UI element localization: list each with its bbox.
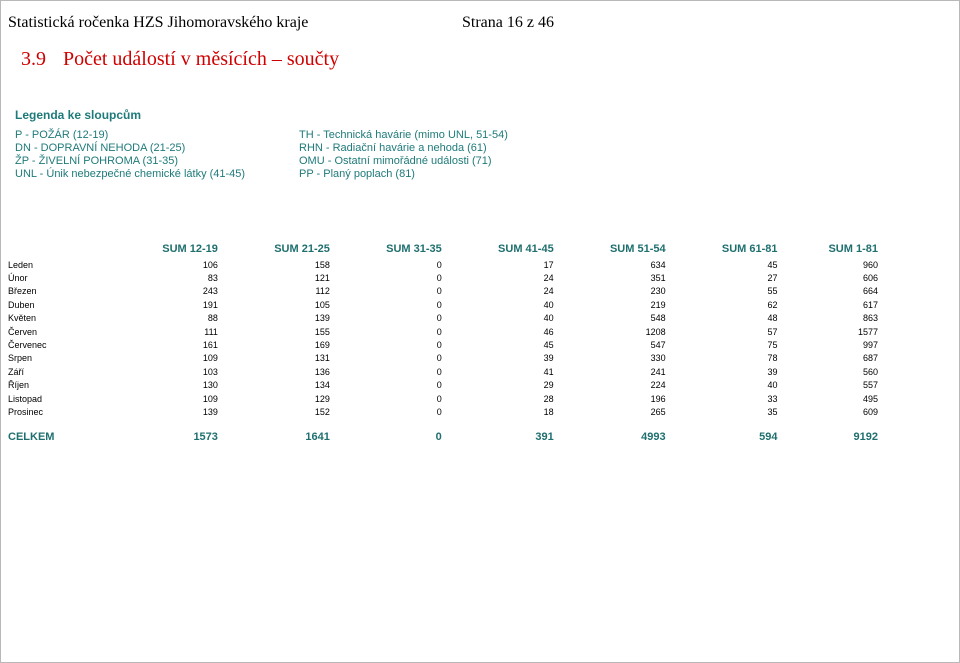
value-cell: 241 <box>650 366 666 377</box>
month-cell: Červenec <box>8 340 47 351</box>
legend-item: RHN - Radiační havárie a nehoda (61) <box>299 142 487 154</box>
value-cell: 1641 <box>305 430 330 443</box>
page-number: Strana 16 z 46 <box>462 14 554 31</box>
table-header-row <box>6 240 882 258</box>
value-cell: 24 <box>543 286 554 297</box>
table-row <box>6 325 882 338</box>
month-cell: Únor <box>8 273 28 284</box>
value-cell: 103 <box>202 366 218 377</box>
value-cell: 40 <box>767 380 778 391</box>
value-cell: 191 <box>202 299 218 310</box>
month-cell: Květen <box>8 313 37 324</box>
value-cell: 1577 <box>857 326 878 337</box>
legend-item: TH - Technická havárie (mimo UNL, 51-54) <box>299 129 508 141</box>
value-cell: 0 <box>436 273 442 284</box>
table-row <box>6 312 882 325</box>
column-header: SUM 31-35 <box>386 243 442 255</box>
month-cell: Listopad <box>8 393 43 404</box>
value-cell: 24 <box>543 273 554 284</box>
value-cell: 0 <box>436 259 442 270</box>
legend-item: OMU - Ostatní mimořádné události (71) <box>299 155 492 167</box>
value-cell: 960 <box>862 259 878 270</box>
legend-item: DN - DOPRAVNÍ NEHODA (21-25) <box>15 142 186 154</box>
value-cell: 112 <box>315 286 330 297</box>
legend-title: Legenda ke sloupcům <box>15 108 142 122</box>
value-cell: 634 <box>650 259 666 270</box>
value-cell: 594 <box>759 430 778 443</box>
value-cell: 131 <box>314 353 330 364</box>
value-cell: 55 <box>767 286 778 297</box>
month-cell: Prosinec <box>8 406 44 417</box>
value-cell: 62 <box>767 299 778 310</box>
value-cell: 121 <box>314 273 330 284</box>
value-cell: 196 <box>650 393 666 404</box>
value-cell: 46 <box>543 326 554 337</box>
value-cell: 152 <box>314 406 330 417</box>
value-cell: 129 <box>314 393 330 404</box>
value-cell: 130 <box>202 380 218 391</box>
legend-item: PP - Planý poplach (81) <box>299 168 415 180</box>
value-cell: 109 <box>202 393 218 404</box>
table-row <box>6 298 882 311</box>
value-cell: 1573 <box>193 430 218 443</box>
value-cell: 0 <box>436 393 442 404</box>
table-row <box>6 365 882 378</box>
legend-item: ŽP - ŽIVELNÍ POHROMA (31-35) <box>15 155 179 167</box>
legend-item: P - POŽÁR (12-19) <box>15 129 109 141</box>
value-cell: 0 <box>436 366 442 377</box>
value-cell: 560 <box>862 366 878 377</box>
value-cell: 161 <box>202 340 218 351</box>
value-cell: 330 <box>650 353 666 364</box>
value-cell: 78 <box>767 353 778 364</box>
value-cell: 105 <box>314 299 330 310</box>
value-cell: 17 <box>543 259 554 270</box>
value-cell: 230 <box>650 286 666 297</box>
table-row <box>6 285 882 298</box>
value-cell: 609 <box>862 406 878 417</box>
value-cell: 0 <box>435 430 442 443</box>
month-cell: Srpen <box>8 353 33 364</box>
value-cell: 40 <box>543 299 554 310</box>
value-cell: 0 <box>436 380 442 391</box>
table-row <box>6 338 882 351</box>
table-row <box>6 405 882 418</box>
column-header: SUM 1-81 <box>828 243 878 255</box>
value-cell: 136 <box>314 366 330 377</box>
month-cell: Říjen <box>8 380 30 391</box>
value-cell: 687 <box>862 353 878 364</box>
value-cell: 9192 <box>853 430 878 443</box>
header-corner <box>6 240 110 258</box>
value-cell: 391 <box>535 430 554 443</box>
value-cell: 243 <box>202 286 218 297</box>
value-cell: 547 <box>650 340 666 351</box>
value-cell: 548 <box>650 313 666 324</box>
value-cell: 88 <box>207 313 218 324</box>
value-cell: 1208 <box>645 326 666 337</box>
events-table <box>6 240 882 449</box>
total-label: CELKEM <box>8 430 55 443</box>
value-cell: 606 <box>862 273 878 284</box>
month-cell: Leden <box>8 259 34 270</box>
value-cell: 139 <box>314 313 330 324</box>
value-cell: 224 <box>650 380 666 391</box>
table-row <box>6 271 882 284</box>
column-header: SUM 12-19 <box>162 243 218 255</box>
value-cell: 33 <box>767 393 778 404</box>
column-header: SUM 21-25 <box>274 243 330 255</box>
value-cell: 0 <box>436 353 442 364</box>
value-cell: 75 <box>767 340 778 351</box>
section-number: 3.9 <box>21 48 46 70</box>
total-row <box>6 419 882 449</box>
value-cell: 106 <box>202 259 218 270</box>
table-row <box>6 379 882 392</box>
legend-left-column <box>15 129 245 181</box>
value-cell: 557 <box>862 380 878 391</box>
value-cell: 169 <box>314 340 330 351</box>
table-row <box>6 392 882 405</box>
value-cell: 41 <box>543 366 554 377</box>
value-cell: 83 <box>207 273 218 284</box>
value-cell: 109 <box>202 353 218 364</box>
value-cell: 35 <box>767 406 778 417</box>
column-header: SUM 41-45 <box>498 243 554 255</box>
value-cell: 45 <box>767 259 778 270</box>
value-cell: 863 <box>862 313 878 324</box>
section-title-text: Počet událostí v měsících – součty <box>63 48 340 70</box>
value-cell: 134 <box>314 380 330 391</box>
value-cell: 997 <box>862 340 878 351</box>
column-header: SUM 51-54 <box>609 243 666 255</box>
value-cell: 57 <box>767 326 778 337</box>
legend <box>15 108 555 180</box>
value-cell: 139 <box>202 406 218 417</box>
value-cell: 351 <box>650 273 666 284</box>
value-cell: 664 <box>862 286 878 297</box>
value-cell: 39 <box>543 353 554 364</box>
value-cell: 155 <box>314 326 330 337</box>
value-cell: 0 <box>436 406 442 417</box>
legend-right-column <box>299 129 508 181</box>
column-header: SUM 61-81 <box>721 243 778 255</box>
value-cell: 29 <box>543 380 554 391</box>
table-row <box>6 352 882 365</box>
value-cell: 0 <box>436 286 442 297</box>
month-cell: Červen <box>8 326 38 337</box>
table-row <box>6 258 882 271</box>
month-cell: Březen <box>8 286 37 297</box>
section-title <box>21 48 339 71</box>
value-cell: 45 <box>543 340 554 351</box>
value-cell: 111 <box>204 326 218 337</box>
value-cell: 0 <box>436 313 442 324</box>
value-cell: 40 <box>543 313 554 324</box>
legend-item: UNL - Únik nebezpečné chemické látky (41-45) <box>15 168 246 180</box>
value-cell: 48 <box>767 313 778 324</box>
value-cell: 28 <box>543 393 554 404</box>
value-cell: 27 <box>767 273 778 284</box>
value-cell: 265 <box>650 406 666 417</box>
month-cell: Duben <box>8 299 35 310</box>
value-cell: 617 <box>862 299 878 310</box>
value-cell: 0 <box>436 299 442 310</box>
value-cell: 39 <box>767 366 778 377</box>
value-cell: 18 <box>543 406 554 417</box>
value-cell: 219 <box>650 299 666 310</box>
month-cell: Září <box>8 366 25 377</box>
document-title: Statistická ročenka HZS Jihomoravského kraje <box>8 14 309 31</box>
value-cell: 0 <box>436 340 442 351</box>
value-cell: 4993 <box>641 430 666 443</box>
value-cell: 495 <box>862 393 878 404</box>
value-cell: 0 <box>436 326 442 337</box>
value-cell: 158 <box>314 259 330 270</box>
